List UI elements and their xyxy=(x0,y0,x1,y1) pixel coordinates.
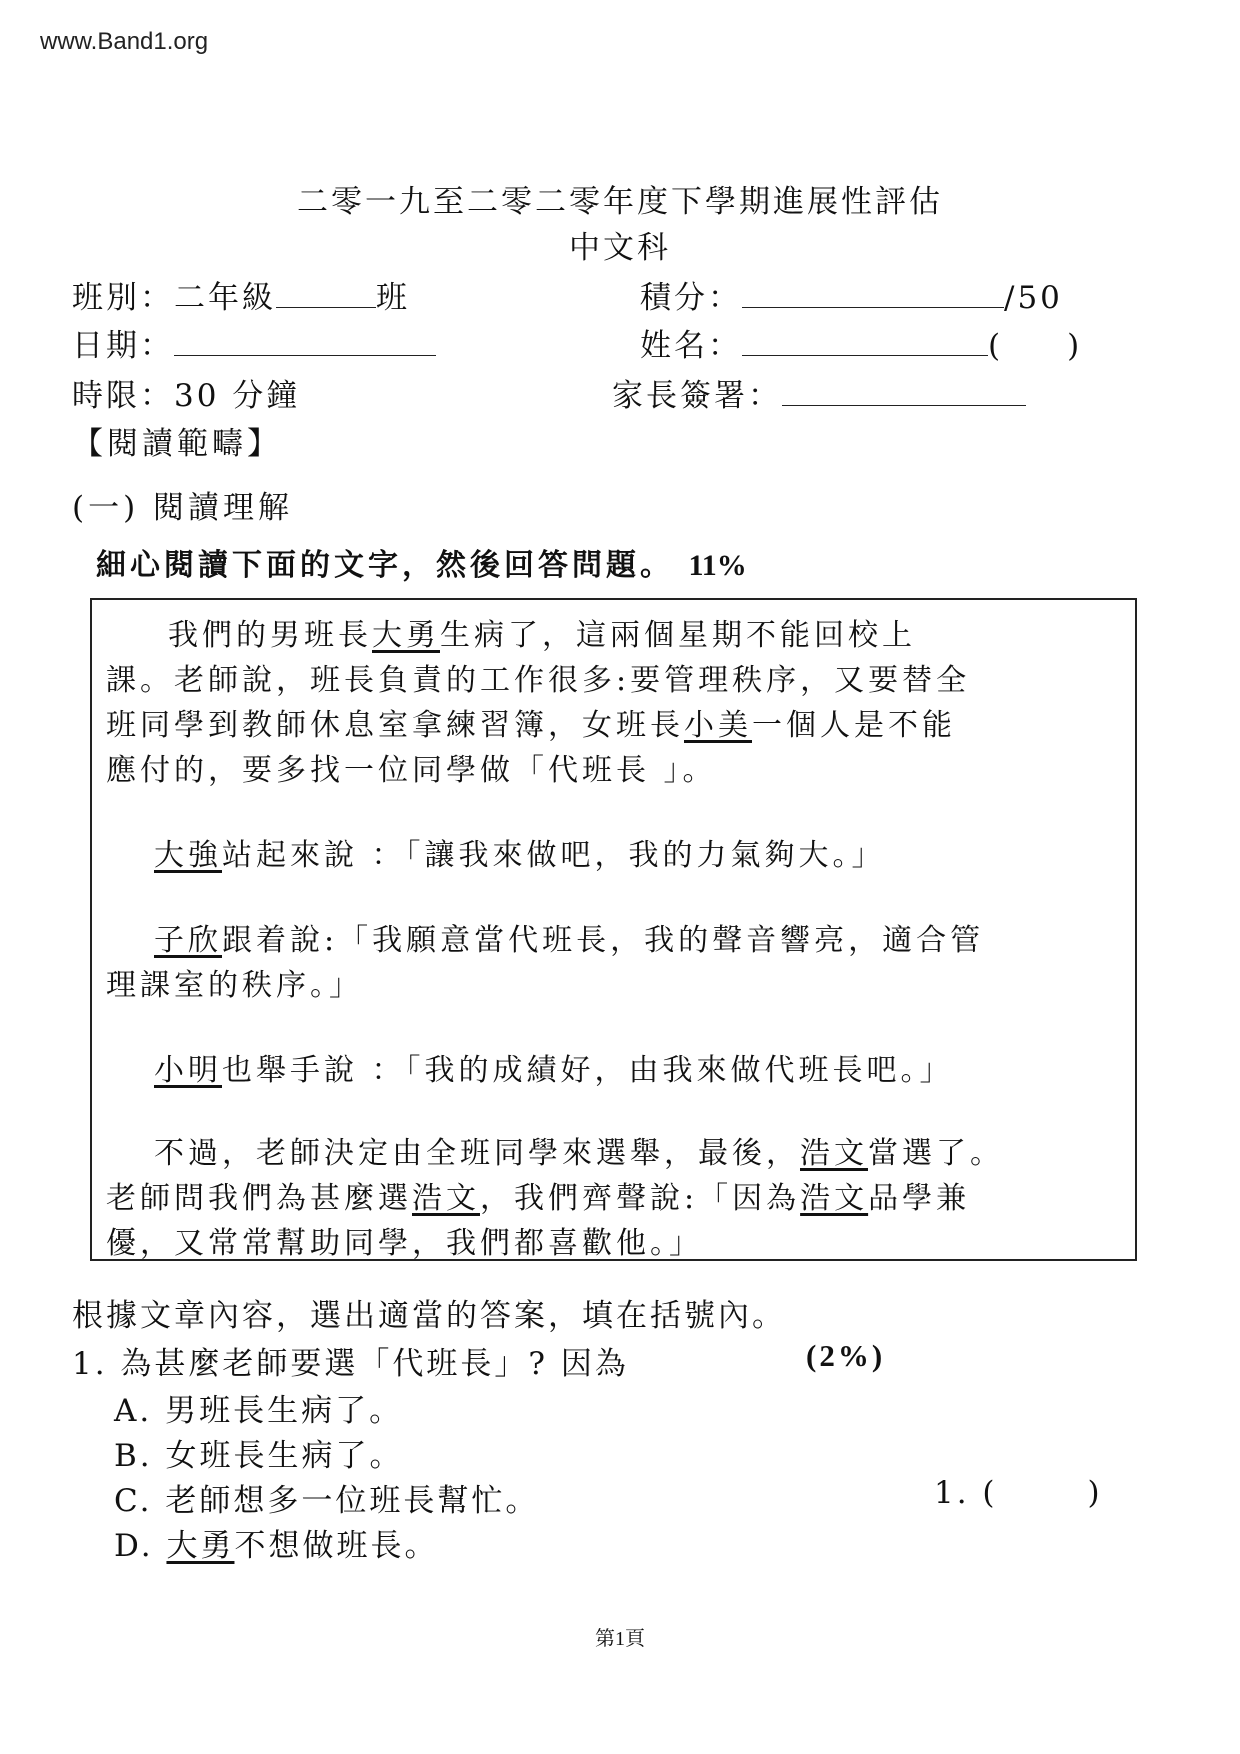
parent-signature-blank[interactable] xyxy=(782,377,1026,406)
option-c: C. 老師想多一位班長幫忙。 xyxy=(114,1483,540,1519)
score-field: 積分： /50 xyxy=(640,280,1063,316)
date-blank[interactable] xyxy=(174,327,436,356)
page-number: 第1頁 xyxy=(595,1628,645,1650)
subsection-heading: (一) 閱讀理解 xyxy=(72,490,294,526)
section-heading: 【閱讀範疇】 xyxy=(72,426,282,462)
question-1-marks: (2%) xyxy=(806,1338,886,1373)
site-url: www.Band1.org xyxy=(40,28,209,55)
passage-line: 我們的男班長大勇生病了，這兩個星期不能回校上 xyxy=(168,618,916,653)
reading-instruction: 細心閱讀下面的文字，然後回答問題。 11% xyxy=(96,548,747,583)
name-field: 姓名： ( ) xyxy=(640,328,1083,364)
passage-line: 應付的，要多找一位同學做「代班長 」。 xyxy=(106,753,717,788)
name-blank[interactable] xyxy=(742,327,988,356)
passage-line: 老師問我們為甚麼選浩文，我們齊聲說:「因為浩文品學兼 xyxy=(106,1181,971,1216)
option-d: D. 大勇不想做班長。 xyxy=(114,1528,439,1564)
class-blank[interactable] xyxy=(276,279,376,308)
answer-box-1[interactable]: 1. ( ) xyxy=(934,1475,1103,1511)
question-1: 1. 為甚麼老師要選「代班長」? 因為 xyxy=(72,1346,629,1382)
subject-title: 中文科 xyxy=(569,230,671,266)
passage-line: 課。老師說，班長負責的工作很多:要管理秩序，又要替全 xyxy=(106,663,971,698)
time-limit: 時限：30 分鐘 xyxy=(72,378,301,414)
instruction-marks: 11% xyxy=(688,549,747,582)
passage-line: 小明也舉手說 ：「我的成績好，由我來做代班長吧。」 xyxy=(154,1053,954,1088)
score-blank[interactable] xyxy=(742,279,1004,308)
class-field: 班別：二年級 班 xyxy=(72,280,410,316)
parent-signature-field: 家長簽署： xyxy=(612,370,1026,415)
option-b: B. 女班長生病了。 xyxy=(114,1438,404,1474)
passage-line: 大強站起來說 ：「讓我來做吧，我的力氣夠大。」 xyxy=(154,838,886,873)
passage-line: 不過，老師決定由全班同學來選舉，最後，浩文當選了。 xyxy=(154,1136,1004,1171)
exam-title: 二零一九至二零二零年度下學期進展性評估 xyxy=(297,184,943,220)
question-instruction: 根據文章內容，選出適當的答案，填在括號內。 xyxy=(72,1298,786,1334)
passage-line: 班同學到教師休息室拿練習簿，女班長小美一個人是不能 xyxy=(106,708,956,743)
passage-line: 子欣跟着說:「我願意當代班長，我的聲音響亮，適合管 xyxy=(154,923,985,958)
date-field: 日期： xyxy=(72,320,436,365)
passage-line: 理課室的秩序。」 xyxy=(106,968,363,1003)
passage-line: 優，又常常幫助同學，我們都喜歡他。」 xyxy=(106,1226,703,1261)
option-a: A. 男班長生病了。 xyxy=(114,1393,404,1429)
